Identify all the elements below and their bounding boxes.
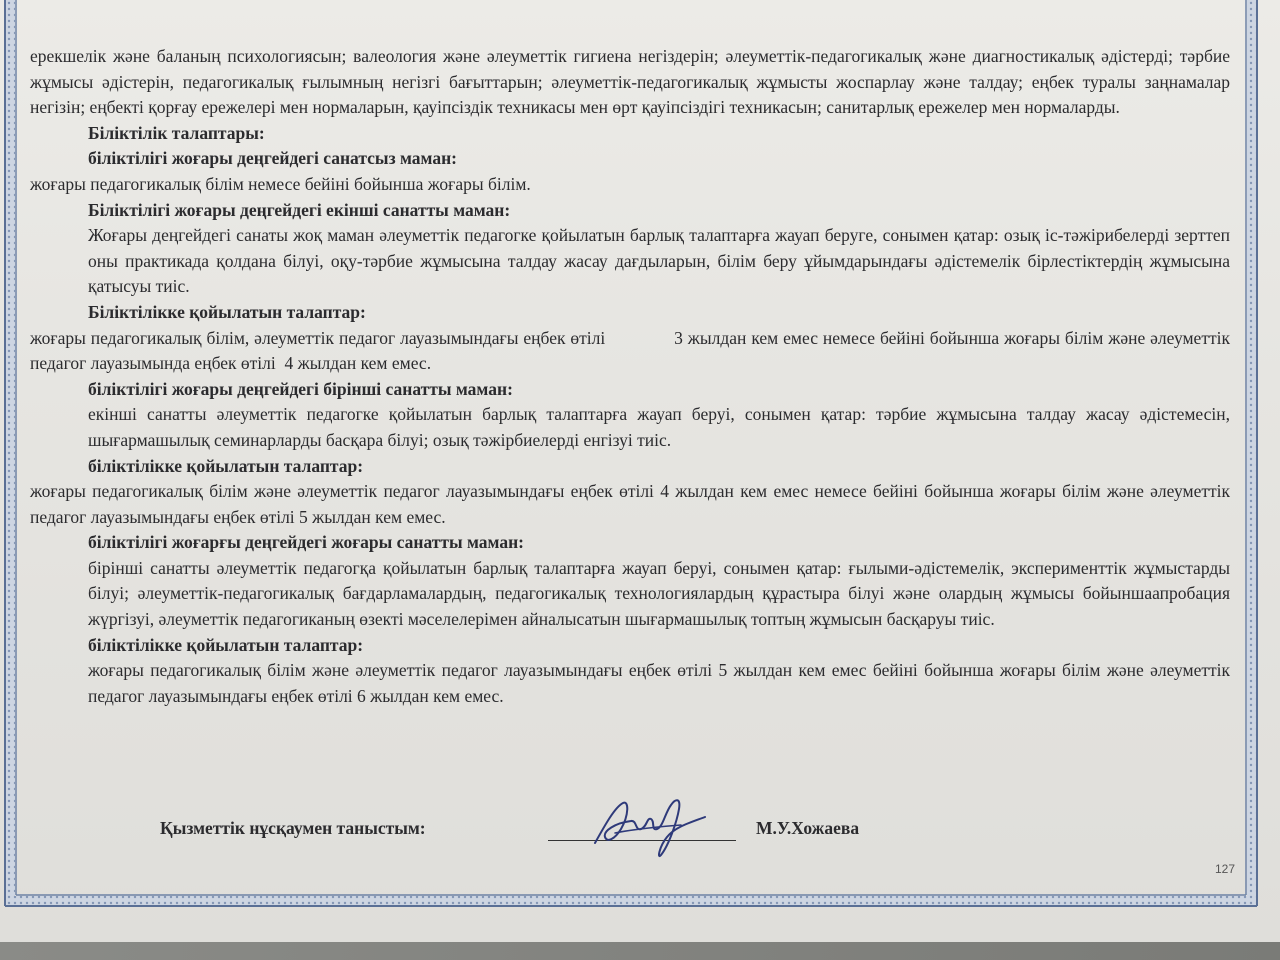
heading-first-category-specialist: біліктілігі жоғары деңгейдегі бірінші санатты маман:: [88, 378, 513, 399]
handwritten-signature: [585, 785, 715, 865]
heading-second-category-specialist: Біліктілігі жоғары деңгейдегі екінші санатты маман:: [88, 199, 511, 220]
heading-no-category-specialist: біліктілігі жоғары деңгейдегі санатсыз маман:: [88, 148, 458, 169]
paragraph-second-category-duties: Жоғары деңгейдегі санаты жоқ маман әлеуметтік педагогке қойылатын барлық талаптарға жауап беруге, сонымен қатар: озық іс-тәжірибелерді зерттеп оны практикада қолдана білуі, оқу-тәрбие жұмысына талдау жасау дағдыларын, білім беру ұйымдарындағы әдістемелік бірлестіктердің жұмысына қатысуы тиіс.: [88, 225, 1230, 297]
paragraph-highest-category-experience: жоғары педагогикалық білім және әлеуметтік педагог лауазымындағы еңбек өтілі 5 жылдан кем емес бейіні бойынша жоғары білім және әлеуметтік педагог лауазымындағы еңбек өтілі 6 жылдан кем емес.: [88, 660, 1230, 706]
paragraph-no-category-requirements: жоғары педагогикалық білім немесе бейіні бойынша жоғары білім.: [30, 173, 531, 194]
paragraph-second-category-experience: жоғары педагогикалық білім, әлеуметтік педагог лауазымындағы еңбек өтілі 3 жылдан кем емес немесе бейіні бойынша жоғары білім және әлеуметтік педагог лауазымында еңбек өтілі 4 жылдан кем емес.: [30, 327, 1235, 374]
paragraph-highest-category-duties: бірінші санатты әлеуметтік педагогқа қойылатын барлық талаптарға жауап беруі, сонымен қатар: ғылыми-әдістемелік, эксперименттік жұмыстарды білуі; әлеуметтік-педагогикалық бағдарламалардың, педагогикалық технологиялардың құрастыра білуі және олардың жұмысы бойыншаапробация жүргізуі, әлеуметтік педагогиканың өзекті мәселелерімен айналысатын шығармашылық топтың жұмысын басқаруы тиіс.: [88, 557, 1230, 630]
background-surface: [0, 942, 1280, 960]
heading-highest-category-specialist: біліктілігі жоғарғы деңгейдегі жоғары санатты маман:: [88, 532, 525, 553]
paragraph-first-category-duties: екінші санатты әлеуметтік педагогке қойылатын барлық талаптарға жауап беруі, сонымен қатар: тәрбие жұмысына талдау жасау әдістемесін, шығармашылық семинарларды басқара білуі; озық тәжірбиелерді енгізуі тиіс.: [88, 404, 1230, 450]
paragraph-first-category-experience: жоғары педагогикалық білім және әлеуметтік педагог лауазымындағы еңбек өтілі 4 жылдан кем емес немесе бейіні бойынша жоғары білім және әлеуметтік педагог лауазымындағы еңбек өтілі 5 жылдан кем емес.: [30, 481, 1230, 527]
heading-first-category-requirements: біліктілікке қойылатын талаптар:: [88, 455, 364, 476]
paragraph-knowledge-list: ерекшелік және баланың психологиясын; валеология және әлеуметтік гигиена негіздерін; әлеуметтік-педагогикалық және диагностикалық әдістерді; тәрбие жұмысы әдістерін, педагогикалық ғылымның негізгі бағыттарын; әлеуметтік-педагогикалық жұмысты жоспарлау және талдау; еңбек туралы заңнамалар негізін; еңбекті қорғау ережелері мен нормаларын, қауіпсіздік техникасы мен өрт қауіпсіздігі техникасын; санитарлық ережелер мен нормаларды.: [30, 46, 1230, 118]
acknowledgement-label: Қызметтік нұсқаумен таныстым:: [160, 818, 426, 838]
page-number: 127: [1215, 862, 1236, 876]
signature-block: [160, 818, 960, 858]
document-body: [30, 44, 1235, 709]
heading-highest-category-requirements: біліктілікке қойылатын талаптар:: [88, 634, 364, 655]
heading-qualification-requirements: Біліктілік талаптары:: [88, 122, 265, 143]
signer-name: М.У.Хожаева: [756, 818, 860, 838]
heading-second-category-requirements: Біліктілікке қойылатын талаптар:: [88, 301, 366, 322]
